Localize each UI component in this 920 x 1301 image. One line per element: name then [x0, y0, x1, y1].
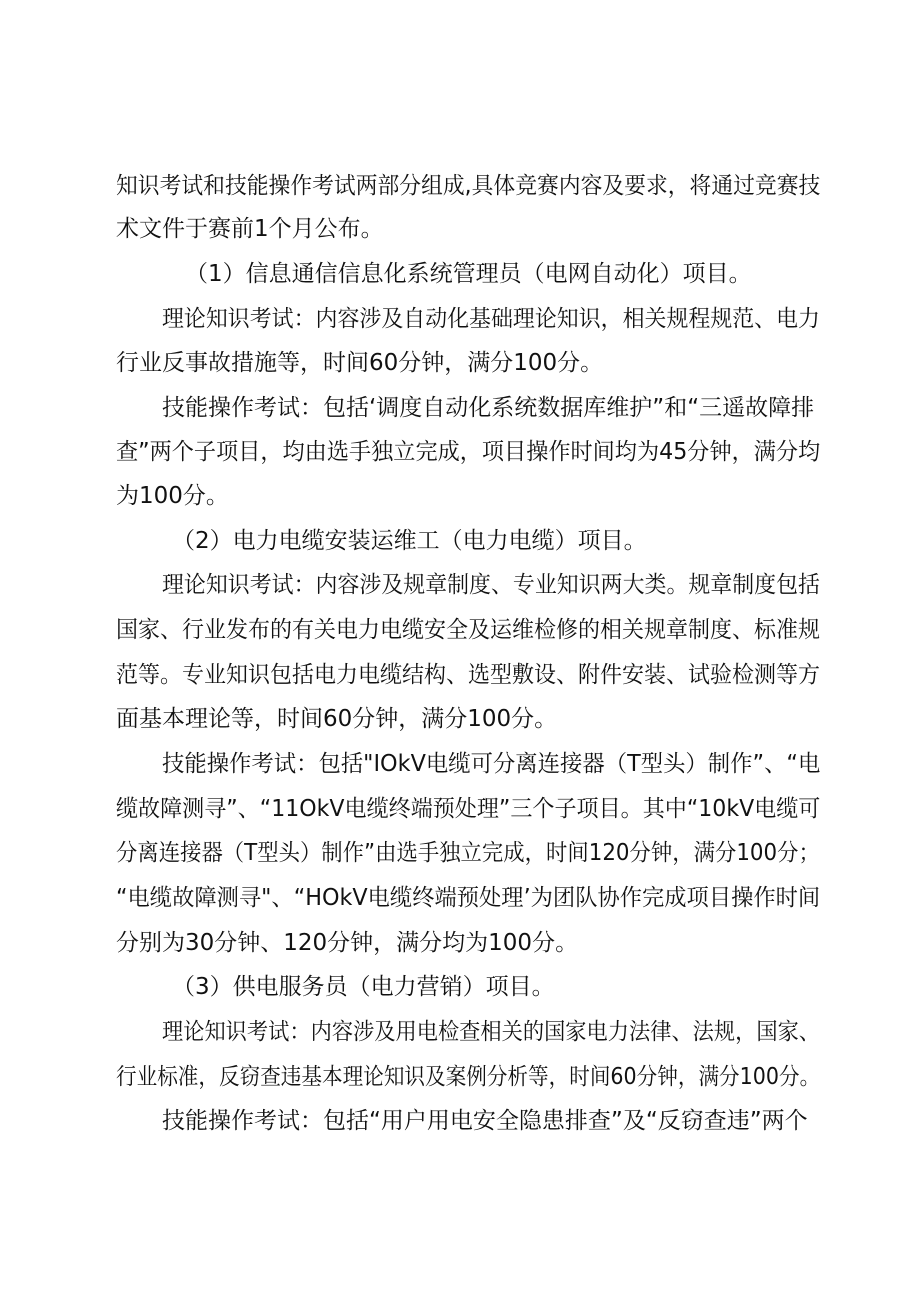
paragraph-line: 技能操作考试：包括“用户用电安全隐患排查”及“反窃查违”两个 — [162, 1108, 808, 1134]
paragraph-line: 缆故障测寻”、“11OkV电缆终端预处理”三个子项目。其中“10kV电缆可 — [116, 796, 821, 822]
paragraph-line: 查”两个子项目，均由选手独立完成，项目操作时间均为45分钟，满分均 — [116, 439, 821, 465]
paragraph-line: “电缆故障测寻"、“HOkV电缆终端预处理’为团队协作完成项目操作时间 — [116, 885, 821, 911]
paragraph-line: 面基本理论等，时间60分钟，满分100分。 — [116, 706, 558, 732]
paragraph-line: 行业反事故措施等，时间60分钟，满分100分。 — [116, 350, 604, 376]
paragraph-line: 技能操作考试：包括"IOkV电缆可分离连接器（T型头）制作”、“电 — [162, 751, 821, 777]
paragraph-line: 理论知识考试：内容涉及规章制度、专业知识两大类。规章制度包括 — [162, 572, 820, 598]
paragraph-line: 为100分。 — [116, 483, 229, 509]
paragraph-line: 国家、行业发布的有关电力电缆安全及运维检修的相关规章制度、标准规 — [116, 617, 820, 643]
paragraph-line: 理论知识考试：内容涉及用电检查相关的国家电力法律、法规，国家、 — [162, 1019, 821, 1045]
paragraph-line: 范等。专业知识包括电力电缆结构、选型敷设、附件安装、试验检测等方 — [116, 662, 820, 688]
section-heading: （2）电力电缆安装运维工（电力电缆）项目。 — [172, 528, 647, 554]
section-heading: （1）信息通信信息化系统管理员（电网自动化）项目。 — [185, 261, 752, 287]
paragraph-line: 分别为30分钟、120分钟，满分均为100分。 — [116, 930, 579, 956]
paragraph-line: 理论知识考试：内容涉及自动化基础理论知识，相关规程规范、电力 — [162, 306, 820, 332]
paragraph-line: 术文件于赛前1个月公布。 — [116, 216, 384, 242]
paragraph-line: 知识考试和技能操作考试两部分组成,具体竞赛内容及要求，将通过竞赛技 — [116, 173, 821, 199]
paragraph-line: 技能操作考试：包括‘调度自动化系统数据库维护”和“三遥故障排 — [162, 395, 815, 421]
paragraph-line: 分离连接器（T型头）制作”由选手独立完成，时间120分钟，满分100分； — [116, 840, 820, 866]
section-heading: （3）供电服务员（电力营销）项目。 — [172, 974, 555, 1000]
paragraph-line: 行业标准，反窃查违基本理论知识及案例分析等，时间60分钟，满分100分。 — [116, 1064, 821, 1090]
